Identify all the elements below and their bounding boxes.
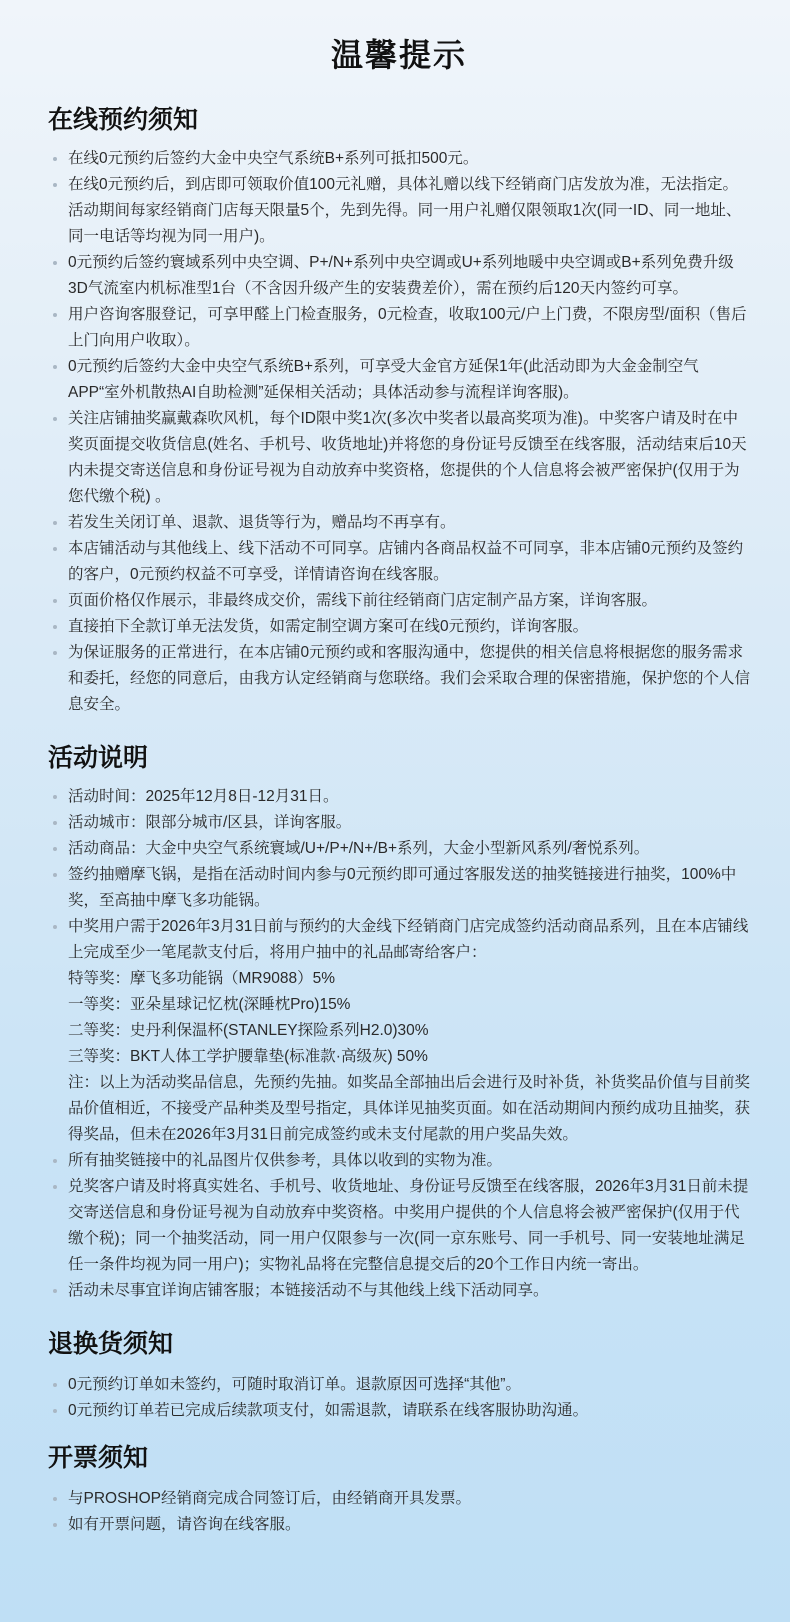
section-heading-online-booking: 在线预约须知 [48,106,199,134]
page-title: 温馨提示 [330,37,467,73]
list-item: 关注店铺抽奖赢戴森吹风机，每个ID限中奖1次(多次中奖者以最高奖项为准)。中奖客户请及时在中奖页面提交收货信息(姓名、手机号、收货地址)并将您的身份证号反馈至在线客服，活动结束后10天内未提交寄送信息和身份证号视为自动放弃中奖资格，您提供的个人信息将会被严密保护(仅用于为您代缴个税) 。 [48,406,750,510]
section-heading-returns: 退换货须知 [48,1330,174,1358]
list-item: 直接拍下全款订单无法发货，如需定制空调方案可在线0元预约，详询客服。 [48,614,750,640]
list-item: 活动时间：2025年12月8日-12月31日。 [48,784,750,810]
prize-note: 注：以上为活动奖品信息，先预约先抽。如奖品全部抽出后会进行及时补货，补货奖品价值与目前奖品价值相近，不接受产品种类及型号指定，具体详见抽奖页面。如在活动期间内预约成功且抽奖，获得奖品，但未在2026年3月31日前完成签约或未支付尾款的用户奖品失效。 [68,1074,751,1143]
list-item: 页面价格仅作展示，非最终成交价，需线下前往经销商门店定制产品方案，详询客服。 [48,588,750,614]
invoice-list [48,1486,750,1538]
list-item: 兑奖客户请及时将真实姓名、手机号、收货地址、身份证号反馈至在线客服，2026年3月31日前未提交寄送信息和身份证号视为自动放弃中奖资格。中奖用户提供的个人信息将会被严密保护(仅用于代缴个税)；同一个抽奖活动，同一用户仅限参与一次(同一京东账号、同一手机号、同一安装地址满足任一条件均视为同一用户)；实物礼品将在完整信息提交后的20个工作日内统一寄出。 [48,1174,750,1278]
prize-intro: 中奖用户需于2026年3月31日前与预约的大金线下经销商门店完成签约活动商品系列，且在本店铺线上完成至少一笔尾款支付后，将用户抽中的礼品邮寄给客户： [68,918,749,961]
list-item: 所有抽奖链接中的礼品图片仅供参考，具体以收到的实物为准。 [48,1148,750,1174]
list-item: 本店铺活动与其他线上、线下活动不可同享。店铺内各商品权益不可同享，非本店铺0元预约及签约的客户，0元预约权益不可享受，详情请咨询在线客服。 [48,536,750,588]
returns-list [48,1372,750,1424]
list-item: 0元预约订单若已完成后续款项支付，如需退款，请联系在线客服协助沟通。 [48,1398,750,1424]
list-item: 活动未尽事宜详询店铺客服；本链接活动不与其他线上线下活动同享。 [48,1278,750,1304]
prize-list-item [48,914,750,1148]
list-item: 0元预约后签约寰域系列中央空调、P+/N+系列中央空调或U+系列地暖中央空调或B+系列免费升级3D气流室内机标准型1台（不含因升级产生的安装费差价），需在预约后120天内签约可享。 [48,250,750,302]
list-item: 在线0元预约后，到店即可领取价值100元礼赠，具体礼赠以线下经销商门店发放为准，无法指定。活动期间每家经销商门店每天限量5个，先到先得。同一用户礼赠仅限领取1次(同一ID、同一地址、同一电话等均视为同一用户)。 [48,172,750,250]
list-item: 活动城市：限部分城市/区县，详询客服。 [48,810,750,836]
section-heading-activity: 活动说明 [48,744,149,772]
list-item: 活动商品：大金中央空气系统寰域/U+/P+/N+/B+系列，大金小型新风系列/奢悦系列。 [48,836,750,862]
list-item: 如有开票问题，请咨询在线客服。 [48,1512,750,1538]
prize-grand: 特等奖：摩飞多功能锅（MR9088）5% [68,970,335,987]
list-item: 若发生关闭订单、退款、退货等行为，赠品均不再享有。 [48,510,750,536]
section-heading-invoice: 开票须知 [48,1444,149,1472]
activity-list [48,784,750,1304]
prize-first: 一等奖：亚朵星球记忆枕(深睡枕Pro)15% [68,996,351,1013]
list-item: 与PROSHOP经销商完成合同签订后，由经销商开具发票。 [48,1486,750,1512]
list-item: 0元预约订单如未签约，可随时取消订单。退款原因可选择“其他”。 [48,1372,750,1398]
list-item: 0元预约后签约大金中央空气系统B+系列，可享受大金官方延保1年(此活动即为大金金制空气APP“室外机散热AI自助检测”延保相关活动；具体活动参与流程详询客服)。 [48,354,750,406]
prize-third: 三等奖：BKT人体工学护腰靠垫(标准款·高级灰) 50% [68,1048,428,1065]
list-item: 用户咨询客服登记，可享甲醛上门检查服务，0元检查，收取100元/户上门费，不限房型/面积（售后上门向用户收取）。 [48,302,750,354]
online-booking-list [48,146,750,718]
list-item: 在线0元预约后签约大金中央空气系统B+系列可抵扣500元。 [48,146,750,172]
prize-second: 二等奖：史丹利保温杯(STANLEY探险系列H2.0)30% [68,1022,429,1039]
list-item: 签约抽赠摩飞锅，是指在活动时间内参与0元预约即可通过客服发送的抽奖链接进行抽奖，100%中奖，至高抽中摩飞多功能锅。 [48,862,750,914]
list-item: 为保证服务的正常进行，在本店铺0元预约或和客服沟通中，您提供的相关信息将根据您的服务需求和委托，经您的同意后，由我方认定经销商与您联络。我们会采取合理的保密措施，保护您的个人信息安全。 [48,640,750,718]
